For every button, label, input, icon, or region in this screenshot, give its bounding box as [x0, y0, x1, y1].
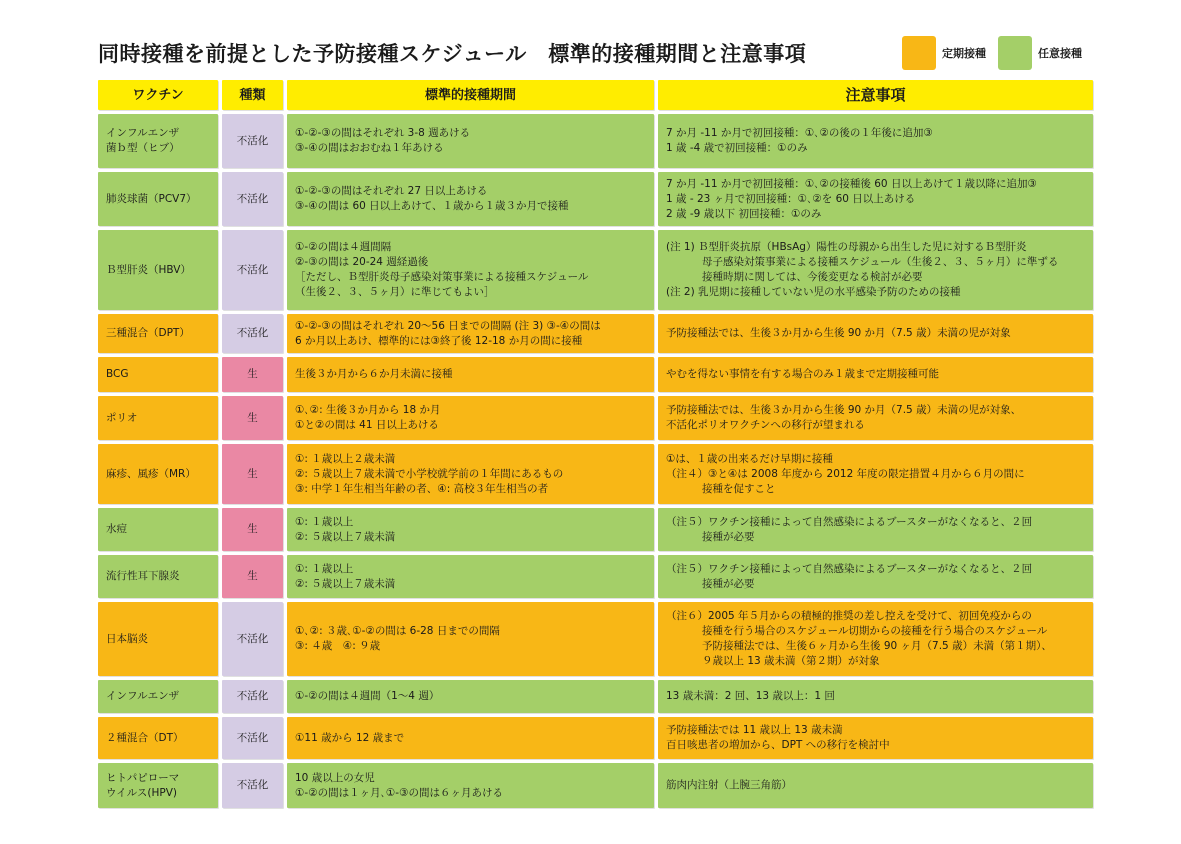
notes-line: 接種が必要 [702, 530, 755, 543]
legend-swatch-teiki [902, 36, 936, 70]
period-line: ②: ５歳以上７歳未満で小学校就学前の１年間にあるもの [295, 467, 564, 480]
period-line: 生後３か月から６か月未満に接種 [295, 368, 453, 380]
vaccine-name-cell [98, 555, 218, 598]
vaccine-name-line: Ｂ型肝炎（HBV） [106, 263, 191, 276]
vaccine-name-line: インフルエンザ [106, 690, 180, 702]
vaccine-type-cell [222, 763, 283, 808]
notes-line: 母子感染対策事業による接種スケジュール（生後２、３、５ヶ月）に準ずる [702, 256, 1059, 268]
vaccine-type: 生 [247, 368, 258, 380]
vaccine-name-cell [98, 172, 218, 226]
period-cell [287, 314, 654, 353]
legend-swatch-nini [998, 36, 1032, 70]
notes-cell [658, 680, 1093, 713]
notes-cell [658, 602, 1093, 676]
period-line: ①: １歳以上２歳未満 [295, 452, 396, 465]
legend-label-teiki: 定期接種 [942, 47, 986, 60]
vaccine-name-line: 日本脳炎 [106, 632, 148, 645]
period-line: ①-②の間は４週間隔 [295, 241, 392, 253]
period-line: ①-②の間は４週間（1～4 週） [295, 690, 440, 702]
table-body [98, 114, 1093, 808]
vaccine-type-cell [222, 555, 283, 598]
notes-line: 接種時期に関しては、今後変更なる検討が必要 [702, 271, 923, 283]
vaccine-type: 不活化 [236, 632, 269, 645]
header-vaccine: ワクチン [98, 80, 218, 110]
period-cell [287, 508, 654, 551]
notes-line: (注 1) Ｂ型肝炎抗原（HBsAg）陽性の母親から出生した児に対するＢ型肝炎 [666, 241, 1027, 253]
vaccine-name-cell [98, 230, 218, 310]
notes-cell [658, 396, 1093, 440]
table-row [98, 172, 1093, 226]
vaccine-name-cell [98, 114, 218, 168]
vaccine-name-line: 流行性耳下腺炎 [106, 570, 180, 582]
vaccine-name-cell [98, 763, 218, 808]
period-line: ①-②の間は１ヶ月､①-③の間は６ヶ月あける [295, 786, 503, 799]
vaccine-name-line: 三種混合（DPT） [106, 327, 190, 339]
notes-cell [658, 717, 1093, 759]
period-line: ①: １歳以上 [295, 515, 354, 528]
notes-cell [658, 172, 1093, 226]
table-row [98, 717, 1093, 759]
table-row [98, 444, 1093, 504]
notes-line: 7 か月 -11 か月で初回接種：①､②の接種後 60 日以上あけて１歳以降に追加③ [666, 177, 1037, 190]
vaccine-type-cell [222, 396, 283, 440]
notes-line: （注４）③と④は 2008 年度から 2012 年度の限定措置４月から６月の間に [666, 467, 1025, 480]
vaccine-type: 生 [247, 411, 258, 424]
period-line: ①､②: ３歳､①-②の間は 6-28 日までの間隔 [295, 625, 500, 637]
notes-line: （注５）ワクチン接種によって自然感染によるブースターがなくなると、２回 [666, 515, 1033, 528]
notes-line: 接種を行う場合のスケジュール切期からの接種を行う場合のスケジュール [702, 625, 1048, 637]
period-line: ③: 中学１年生相当年齢の者、④: 高校３年生相当の者 [295, 482, 549, 495]
notes-line: 7 か月 -11 か月で初回接種：①､②の後の１年後に追加③ [666, 127, 933, 139]
vaccine-type: 生 [247, 467, 258, 480]
vaccine-name-cell [98, 357, 218, 392]
vaccine-name-cell [98, 314, 218, 353]
legend-label-nini: 任意接種 [1038, 47, 1082, 60]
period-cell [287, 602, 654, 676]
table-row [98, 508, 1093, 551]
notes-line: 1 歳 - 23 ヶ月で初回接種：①､②を 60 日以上あける [666, 192, 916, 205]
vaccine-name-cell [98, 602, 218, 676]
notes-line: 予防接種法では、生後６ヶ月から生後 90 ヶ月（7.5 歳）未満（第１期）、 [702, 640, 1052, 652]
notes-line: 予防接種法では 11 歳以上 13 歳未満 [666, 724, 843, 736]
vaccine-type: 不活化 [236, 731, 269, 744]
notes-line: (注 2) 乳児期に接種していない児の水平感染予防のための接種 [666, 286, 961, 298]
period-cell [287, 717, 654, 759]
vaccine-type: 不活化 [236, 327, 269, 339]
page-title: 同時接種を前提とした予防接種スケジュール 標準的接種期間と注意事項 [98, 42, 807, 66]
table-row [98, 357, 1093, 392]
period-line: ①11 歳から 12 歳まで [295, 731, 405, 744]
period-line: ②: ５歳以上７歳未満 [295, 530, 396, 543]
table-header-row [98, 80, 1093, 110]
period-cell [287, 357, 654, 392]
period-line: ①: １歳以上 [295, 562, 354, 575]
notes-cell [658, 230, 1093, 310]
vaccine-type-cell [222, 444, 283, 504]
notes-line: ９歳以上 13 歳未満（第２期）が対象 [702, 655, 880, 667]
period-line: ③-④の間は 60 日以上あけて、１歳から１歳３か月で接種 [295, 200, 569, 212]
vaccine-type-cell [222, 508, 283, 551]
table-row [98, 314, 1093, 353]
notes-cell [658, 357, 1093, 392]
notes-line: 百日咳患者の増加から、DPT への移行を検討中 [666, 739, 890, 751]
vaccine-type: 不活化 [236, 690, 269, 702]
vaccine-name-line: ポリオ [106, 411, 138, 424]
notes-line: 筋肉内注射（上腕三角筋） [666, 779, 792, 791]
vaccine-name-cell [98, 508, 218, 551]
notes-cell [658, 314, 1093, 353]
period-line: ①と②の間は 41 日以上あける [295, 419, 439, 431]
notes-cell [658, 555, 1093, 598]
vaccine-name-line: ヒトパピローマ [106, 771, 180, 784]
notes-line: 2 歳 -9 歳以下 初回接種：①のみ [666, 207, 822, 220]
period-cell [287, 555, 654, 598]
period-line: ［ただし、Ｂ型肝炎母子感染対策事業による接種スケジュール [295, 271, 589, 283]
vaccine-type: 不活化 [236, 192, 269, 205]
period-line: ②-③の間は 20-24 週経過後 [295, 256, 429, 268]
table-row [98, 602, 1093, 676]
notes-line: 予防接種法では、生後３か月から生後 90 か月（7.5 歳）未満の児が対象、 [666, 404, 1022, 416]
period-line: 10 歳以上の女児 [295, 771, 375, 784]
period-line: 6 か月以上あけ、標準的には③終了後 12-18 か月の間に接種 [295, 334, 583, 347]
vaccine-name-line: BCG [106, 368, 129, 380]
vaccine-type: 不活化 [236, 134, 269, 147]
vaccine-type-cell [222, 680, 283, 713]
period-line: ①-②-③の間はそれぞれ 3-8 週あける [295, 127, 471, 139]
table-row [98, 114, 1093, 168]
period-line: ③-④の間はおおむね１年あける [295, 142, 444, 154]
period-cell [287, 114, 654, 168]
notes-line: 予防接種法では、生後３か月から生後 90 か月（7.5 歳）未満の児が対象 [666, 327, 1011, 339]
vaccine-name-cell [98, 717, 218, 759]
vaccine-type-cell [222, 602, 283, 676]
vaccine-type-cell [222, 717, 283, 759]
table-row [98, 680, 1093, 713]
table-row [98, 396, 1093, 440]
period-cell [287, 230, 654, 310]
vaccine-name-line: ウイルス(HPV) [106, 786, 177, 799]
vaccine-name-line: 麻疹、風疹（MR） [106, 467, 196, 480]
notes-line: ①は、１歳の出来るだけ早期に接種 [666, 452, 833, 465]
notes-cell [658, 508, 1093, 551]
period-cell [287, 680, 654, 713]
period-line: ①-②-③の間はそれぞれ 20～56 日までの間隔 (注 3) ③-④の間は [295, 319, 601, 332]
notes-line: 1 歳 -4 歳で初回接種：①のみ [666, 142, 808, 154]
vaccine-type-cell [222, 314, 283, 353]
vaccine-type-cell [222, 357, 283, 392]
notes-line: 接種を促すこと [702, 482, 776, 495]
period-line: （生後２、３、５ヶ月）に準じてもよい］ [295, 286, 495, 298]
table-row [98, 230, 1093, 310]
notes-line: 接種が必要 [702, 577, 755, 590]
notes-line: （注５）ワクチン接種によって自然感染によるブースターがなくなると、２回 [666, 562, 1033, 575]
period-cell [287, 763, 654, 808]
header-period: 標準的接種期間 [287, 80, 654, 110]
period-cell [287, 396, 654, 440]
table-row [98, 763, 1093, 808]
notes-line: （注６）2005 年５月からの積極的推奨の差し控えを受けて、初回免疫からの [666, 610, 1032, 622]
vaccine-type-cell [222, 172, 283, 226]
vaccine-name-line: 菌ｂ型（ヒブ） [106, 142, 180, 154]
header-type: 種類 [222, 80, 283, 110]
header-notes: 注意事項 [658, 80, 1093, 110]
notes-line: 13 歳未満：2 回、13 歳以上：1 回 [666, 690, 835, 702]
notes-cell [658, 114, 1093, 168]
table-row [98, 555, 1093, 598]
period-line: ②: ５歳以上７歳未満 [295, 577, 396, 590]
legend [902, 36, 1094, 70]
notes-line: 不活化ポリオワクチンへの移行が望まれる [666, 419, 865, 431]
notes-cell [658, 763, 1093, 808]
vaccine-name-line: 肺炎球菌（PCV7） [106, 192, 197, 205]
vaccine-name-line: インフルエンザ [106, 127, 180, 139]
vaccine-type: 不活化 [236, 263, 269, 276]
period-line: ①-②-③の間はそれぞれ 27 日以上あける [295, 185, 488, 197]
vaccine-type: 生 [247, 570, 258, 582]
vaccine-type: 不活化 [236, 779, 269, 791]
period-cell [287, 444, 654, 504]
vaccine-name-cell [98, 396, 218, 440]
vaccine-type: 生 [247, 523, 258, 535]
period-line: ①､②: 生後３か月から 18 か月 [295, 404, 441, 416]
notes-line: やむを得ない事情を有する場合のみ１歳まで定期接種可能 [666, 368, 939, 380]
vaccine-name-line: ２種混合（DT） [106, 731, 184, 744]
notes-cell [658, 444, 1093, 504]
period-cell [287, 172, 654, 226]
vaccine-name-cell [98, 680, 218, 713]
period-line: ③: ４歳 ④: ９歳 [295, 640, 381, 652]
schedule-table [98, 80, 1093, 812]
vaccine-name-line: 水痘 [106, 523, 127, 535]
vaccine-type-cell [222, 230, 283, 310]
vaccine-name-cell [98, 444, 218, 504]
vaccine-type-cell [222, 114, 283, 168]
